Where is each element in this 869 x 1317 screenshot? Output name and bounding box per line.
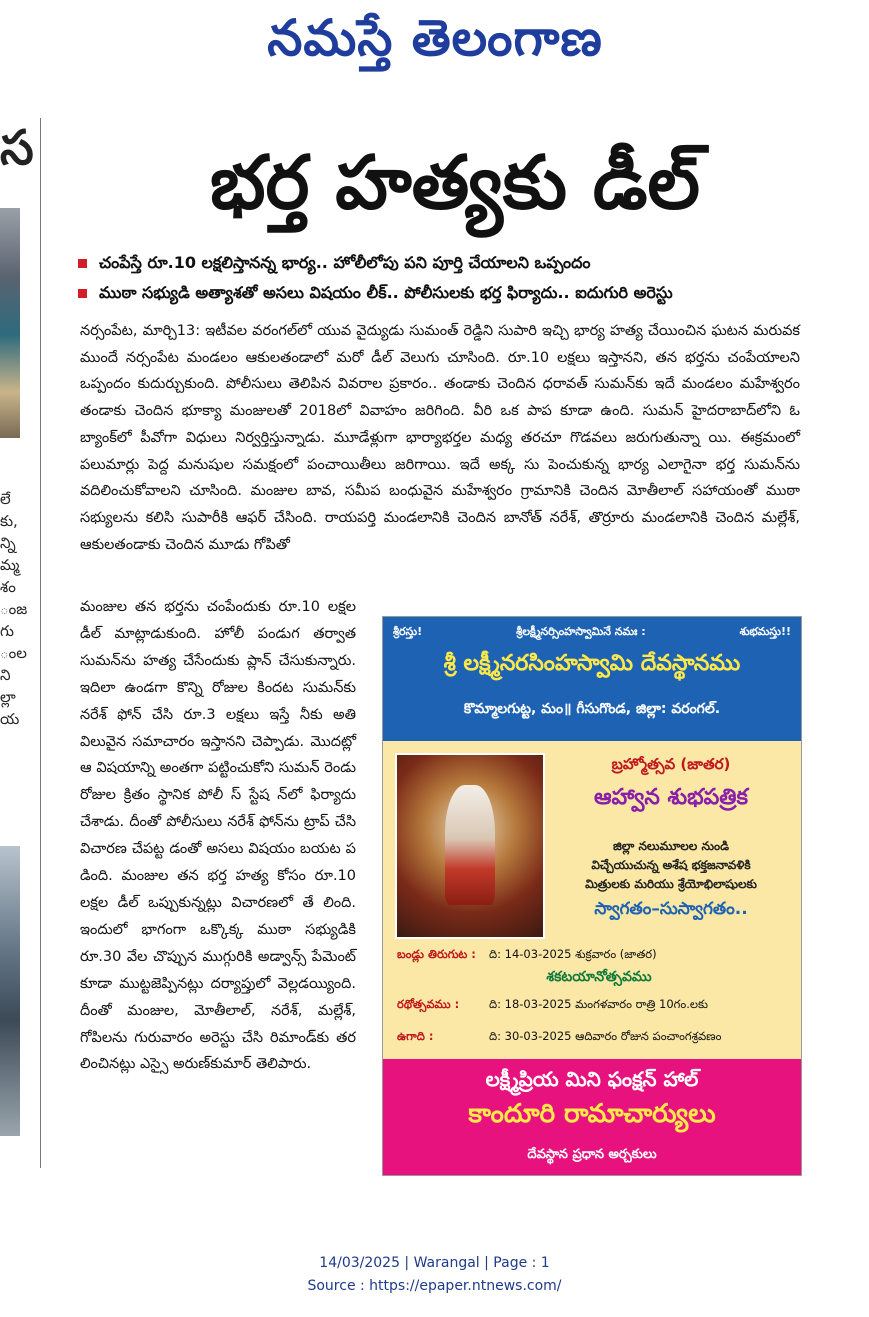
schedule-value: ది: 14-03-2025 శుక్రవారం (జాతర) (489, 947, 657, 961)
adjacent-article-strip (0, 118, 34, 1138)
article-body-column (80, 594, 356, 1078)
invitation-title: ఆహ్వాన శుభపత్రిక (593, 785, 748, 810)
article-paragraph: నర్సంపేట, మార్చి13: ఇటీవల వరంగల్‌లో యువ వైద్యుడు సుమంత్ రెడ్డిని సుపారి ఇచ్చి భార్య హత్య చేయించిన ఘటన మరువక ముందే నర్సంపేట మండలం ఆకులతండాలో మరో డీల్ వెలుగు చూసింది. రూ.10 లక్షలు ఇస్తానని, తన భర్తను చంపేయాలని ఒప్పందం కుదుర్చుకుంది. పోలీసులు తెలిపిన వివరాల ప్రకారం.. తండాకు చెందిన ధరావత్ సుమన్‌కు ఇదే మండలం మహేశ్వరం తండాకు చెందిన భూక్యా మంజులతో 2018లో వివాహం జరిగింది. వీరి ఒక పాప కూడా ఉంది. సుమన్ హైదరాబాద్‌లోని ఓ బ్యాంక్‌లో పీవోగా విధులు నిర్వర్తిస్తున్నాడు. మూడేళ్లుగా భార్యాభర్తల మధ్య తరచూ గొడవలు జరుగుతున్నా యి. ఈక్రమంలో పలుమార్లు పెద్ద మనుషుల సమక్షంలో పంచాయితీలు జరిగాయి. ఇదే అక్క సు పెంచుకున్న భార్య ఎలాగైనా భర్త సుమన్‌ను వదిలించుకోవాలని చూసింది. మంజుల బావ, సమీప బంధువైన మహేశ్వరం గ్రామానికి చెందిన మోతీలాల్ సహాయంతో ముఠా సభ్యులను కలిసి సుపారీకి ఆఫర్ చేసింది. రాయపర్తి మండలానికి చెందిన బానోత్ నరేశ్, తొర్రూరు మండలానికి చెందిన మల్లేశ్, ఆకులతండాకు చెందిన మూడు గోపితో (80, 323, 800, 553)
adjacent-text-fragments (0, 488, 28, 730)
function-hall-name: లక్ష్మీప్రియ మిని ఫంక్షన్ హాల్ (485, 1067, 699, 1091)
ad-footer-band (383, 1059, 801, 1175)
adjacent-photo-top (0, 208, 20, 438)
fragment: ని (0, 666, 11, 684)
edition-info: 14/03/2025 | Warangal | Page : 1 (319, 1255, 550, 1271)
adjacent-headline-fragment: స (0, 120, 34, 176)
festival-title: బ్రహ్మోత్సవ (జాతర) (611, 755, 731, 773)
schedule-value: ది: 18-03-2025 మంగళవారం రాత్రి 10గం.లకు (489, 997, 708, 1011)
fragment: ల్లా (0, 688, 16, 706)
temple-location: కొమ్మాలగుట్ట, మం॥ గీసుగొండ, జిల్లా: వరంగల్. (463, 701, 721, 717)
welcome-line: మిత్రులకు మరియు శ్రేయోభిలాషులకు (585, 877, 757, 891)
priest-name: కాందూరి రామాచార్యులు (468, 1099, 716, 1129)
article-subheadlines (78, 248, 818, 308)
fragment: ంల (0, 644, 27, 662)
welcome-text (551, 837, 791, 894)
ad-greetings (393, 625, 791, 641)
subheadline-1 (78, 248, 818, 278)
page-footer (0, 1252, 869, 1298)
subheadline-text: చంపేస్తే రూ.10 లక్షలిస్తానన్న భార్య.. హోలీలోపు పని పూర్తి చేయాలని ఒప్పందం (99, 253, 591, 272)
adjacent-photo-bottom (0, 846, 20, 1136)
article-paragraph: మంజుల తన భర్తను చంపేందుకు రూ.10 లక్షల డీల్ మాట్లాడుకుంది. హోలీ పండుగ తర్వాత సుమన్‌ను హత్య చేసేందుకు ప్లాన్ చేసుకున్నారు. ఇదిలా ఉండగా కొన్ని రోజుల కిందట సుమన్‌కు నరేశ్ ఫోన్ చేసి రూ.3 లక్షలు ఇస్తే నీకు అతి విలువైన సమాచారం ఇస్తానని చెప్పాడు. మొదట్లో ఆ విషయాన్ని అంతగా పట్టించుకోని సుమన్ రెండు రోజుల క్రితం స్థానిక పోలీ స్ స్టేష న్‌లో ఫిర్యాదు చేశాడు. దీంతో పోలీసులు నరేశ్ ఫోన్‌ను ట్రాప్ చేసి విచారణ చేపట్ట డంతో అసలు విషయం బయట ప డింది. మంజుల తన భర్త హత్య కోసం రూ.10 లక్షల డీల్ ఒప్పుకున్నట్లు విచారణలో తే లింది. ఇందులో భాగంగా ఒక్కొక్క ముఠా సభ్యుడికి రూ.30 వేల చొప్పున ముగ్గురికి అడ్వాన్స్ పేమెంట్ కూడా ముట్టజెప్పినట్లు దర్యాప్తులో వెల్లడయ్యింది. దీంతో మంజుల, మోతీలాల్, నరేశ్, మల్లేశ్, గోపిలను గురువారం అరెస్టు చేసి రిమాండ్‌కు తర లించినట్లు ఎస్సై అరుణ్‌కుమార్ తెలిపారు. (80, 599, 356, 1073)
schedule-label: ఉగాది : (397, 1029, 434, 1043)
schedule-label: బండ్లు తిరుగుట : (397, 947, 476, 961)
schedule-label: రథోత్సవము : (397, 997, 460, 1011)
deity-idol-icon (445, 785, 495, 905)
deity-photo (395, 753, 545, 939)
greeting: శుభమస్తు!! (739, 625, 791, 638)
fragment: లే (0, 490, 11, 508)
priest-role: దేవస్థాన ప్రధాన అర్చకులు (527, 1147, 657, 1162)
bullet-square-icon (78, 289, 87, 298)
newspaper-masthead: నమస్తే తెలంగాణ (267, 8, 603, 67)
schedule-subtitle: శకటయానోత్సవము (546, 969, 652, 985)
article-headline: భర్త హత్యకు డీల్ (210, 140, 700, 226)
subheadline-text: ముఠా సభ్యుడి అత్యాశతో అసలు విషయం లీక్.. పోలీసులకు భర్త ఫిర్యాదు.. ఐదుగురి అరెస్టు (99, 283, 673, 302)
fragment: ంజ (0, 600, 28, 618)
fragment: య (0, 710, 20, 728)
fragment: గు (0, 622, 14, 640)
bullet-square-icon (78, 259, 87, 268)
subheadline-2 (78, 278, 818, 308)
fragment: మ్మ (0, 556, 20, 574)
welcome-line: జిల్లా నలుమూలల నుండి (612, 839, 730, 853)
column-divider (40, 118, 41, 1168)
schedule-value: ది: 30-03-2025 ఆదివారం రోజున పంచాంగశ్రవణం (489, 1029, 722, 1043)
greeting: శ్రీలక్ష్మీనర్సింహస్వామినే నమః : (516, 625, 646, 638)
temple-name: శ్రీ లక్ష్మీనరసింహస్వామి దేవస్థానము (443, 651, 741, 676)
article-body-wide (80, 318, 800, 558)
welcome-banner: స్వాగతం–సుస్వాగతం.. (594, 899, 748, 919)
ad-invitation-band (383, 741, 801, 1059)
source-link[interactable]: Source : https://epaper.ntnews.com/ (307, 1278, 562, 1294)
fragment: కు, (0, 512, 18, 530)
fragment: శం (0, 578, 16, 596)
welcome-line: విచ్చేయుచున్న అశేష భక్తజనావళికి (591, 858, 751, 872)
greeting: శ్రీరస్తు! (393, 625, 423, 638)
temple-advertisement (382, 616, 802, 1176)
ad-header-band (383, 617, 801, 741)
fragment: న్ని (0, 534, 16, 552)
